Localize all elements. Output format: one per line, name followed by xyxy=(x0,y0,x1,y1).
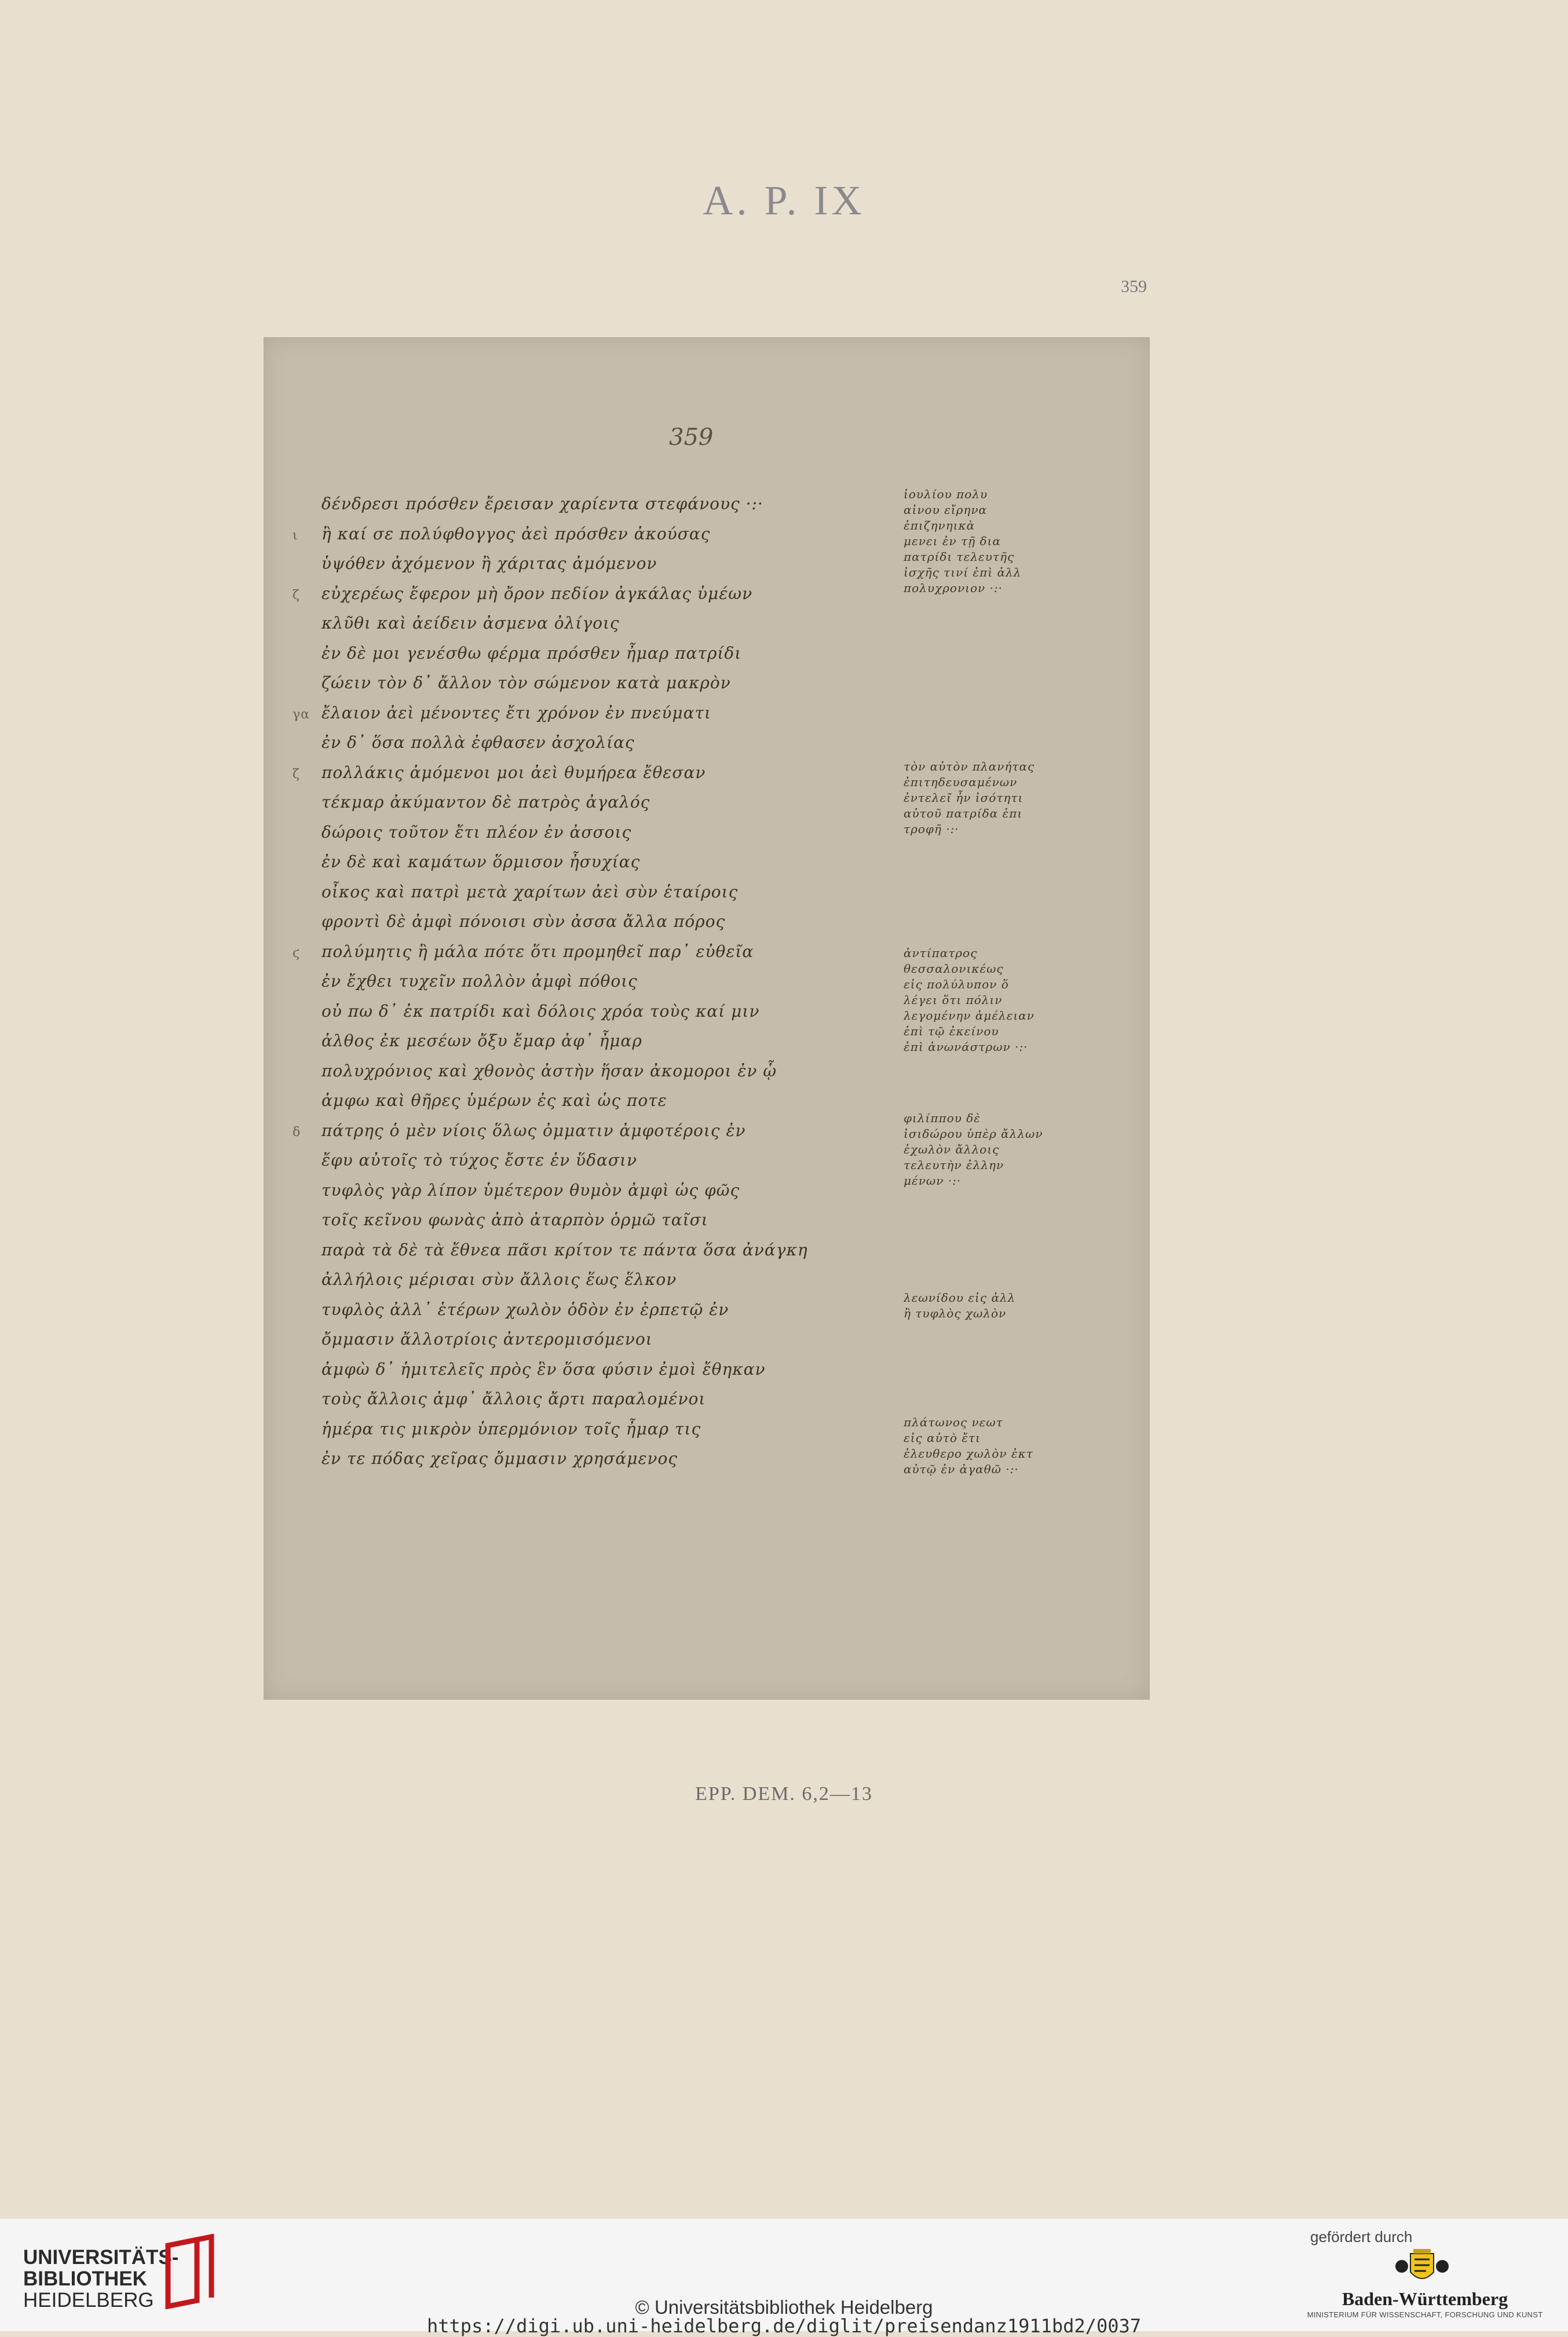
margin-mark: δ xyxy=(293,1124,301,1140)
manuscript-line xyxy=(293,1414,878,1444)
manuscript-line-text: ἐν ἔχθει τυχεῖν πολλὸν ἀμφὶ πόθοις xyxy=(321,972,638,991)
manuscript-line xyxy=(293,728,878,758)
manuscript-line xyxy=(293,608,878,638)
manuscript-line xyxy=(293,1384,878,1414)
manuscript-line-text: κλῦθι καὶ ἀείδειν ἀσμενα ὀλίγοις xyxy=(321,614,620,633)
manuscript-line xyxy=(293,668,878,698)
marginal-note-line: αὐτῷ ἐν ἀγαθῶ ·:· xyxy=(904,1462,1019,1476)
manuscript-line-text: ἀλθος ἐκ μεσέων ὄξυ ἔμαρ ἀφ᾽ ἦμαρ xyxy=(321,1031,642,1050)
manuscript-line xyxy=(293,549,878,579)
marginal-note-line: ἐπιζηνηικὰ xyxy=(904,518,975,532)
marginal-note-line: ἐπιτηδευσαμένων xyxy=(904,775,1018,789)
marginal-note-line: φιλίππου δὲ xyxy=(904,1111,981,1125)
manuscript-line-text: πολυχρόνιος καὶ χθονὸς ἀστὴν ἥσαν ἀκομοροι ἐν ᾧ xyxy=(321,1061,777,1080)
marginal-note-line: ἢ τυφλὸς χωλὸν xyxy=(904,1306,1007,1320)
margin-mark: γα xyxy=(293,707,310,722)
manuscript-line xyxy=(293,1145,878,1175)
marginal-note-line: αἰνου εἴρηνα xyxy=(904,503,988,517)
main-text-column xyxy=(293,489,878,1474)
marginal-note-line: εἰς πολύλυπον ὅ xyxy=(904,977,1009,991)
manuscript-line-text: ζώειν τὸν δ᾽ ἄλλον τὸν σώμενον κατὰ μακρὸν xyxy=(321,673,731,692)
marginal-note xyxy=(904,945,1112,1055)
marginal-note xyxy=(904,1111,1112,1189)
marginal-note-line: λέγει ὅτι πόλιν xyxy=(904,993,1003,1007)
margin-mark: ϛ xyxy=(293,945,301,961)
manuscript-line xyxy=(293,907,878,937)
marginal-note xyxy=(904,759,1112,837)
library-name-line: BIBLIOTHEK xyxy=(23,2267,147,2290)
manuscript-line-text: ἐν τε πόδας χεῖρας ὄμμασιν χρησάμενος xyxy=(321,1449,678,1468)
manuscript-line-text: ἐν δ᾽ ὅσα πολλὰ ἐφθασεν ἀσχολίας xyxy=(321,733,635,752)
library-name-line: UNIVERSITÄTS- xyxy=(23,2246,179,2269)
coat-of-arms-icon[interactable] xyxy=(1390,2249,1454,2289)
manuscript-line xyxy=(293,1056,878,1086)
manuscript-line xyxy=(293,1295,878,1325)
marginal-note-line: θεσσαλονικέως xyxy=(904,962,1004,976)
marginal-note-line: λεωνίδου εἰς ἀλλ xyxy=(904,1291,1016,1305)
manuscript-line xyxy=(293,489,878,519)
manuscript-line-text: ἢ καί σε πολύφθογγος ἀεὶ πρόσθεν ἀκούσας xyxy=(321,524,711,543)
manuscript-line-text: ἀμφω καὶ θῆρες ὑμέρων ἐς καὶ ὡς ποτε xyxy=(321,1091,667,1110)
manuscript-line-text: οὐ πω δ᾽ ἐκ πατρίδι καὶ δόλοις χρόα τοὺς καί μιν xyxy=(321,1001,760,1021)
manuscript-line xyxy=(293,1116,878,1146)
marginal-note-line: τροφῆ ·:· xyxy=(904,822,959,836)
marginal-note-line: μένων ·:· xyxy=(904,1174,962,1188)
manuscript-line-text: ἐν δὲ μοι γενέσθω φέρμα πρόσθεν ἦμαρ πατρίδι xyxy=(321,643,742,663)
marginal-note-line: πατρίδι τελευτῆς xyxy=(904,550,1015,564)
manuscript-line-text: παρὰ τὰ δὲ τὰ ἔθνεα πᾶσι κρίτον τε πάντα ὅσα ἀνάγκη xyxy=(321,1240,808,1259)
marginal-note xyxy=(904,487,1112,596)
marginal-note-line: μενει ἐν τῇ δια xyxy=(904,534,1001,548)
copyright-notice: © Universitätsbibliothek Heidelberg xyxy=(635,2296,933,2318)
library-name-line: HEIDELBERG xyxy=(23,2289,154,2312)
funder-name[interactable]: Baden-Württemberg xyxy=(1342,2288,1508,2309)
manuscript-line-text: εὐχερέως ἔφερον μὴ ὄρον πεδίον ἀγκάλας ὑμέων xyxy=(321,583,753,603)
marginal-note-line: αὐτοῦ πατρίδα ἐπι xyxy=(904,806,1023,820)
marginal-note xyxy=(904,1415,1112,1477)
manuscript-line xyxy=(293,996,878,1027)
plate-page-number: 359 xyxy=(1121,277,1147,296)
manuscript-line-text: πολλάκις ἀμόμενοι μοι ἀεὶ θυμήρεα ἔθεσαν xyxy=(321,762,706,782)
folio-number: 359 xyxy=(669,424,714,451)
manuscript-line xyxy=(293,817,878,848)
manuscript-line xyxy=(293,877,878,907)
marginal-note-line: ἀντίπατρος xyxy=(904,946,978,960)
marginal-note-line: τελευτὴν ἐλλην xyxy=(904,1158,1004,1172)
permalink[interactable]: https://digi.ub.uni-heidelberg.de/diglit/preisendanz1911bd2/0037 xyxy=(427,2315,1141,2337)
funded-by-label: gefördert durch xyxy=(1310,2228,1413,2245)
manuscript-line-text: ἀμφὼ δ᾽ ἡμιτελεῖς πρὸς ἓν ὅσα φύσιν ἐμοὶ ἔθηκαν xyxy=(321,1359,766,1379)
plate-caption: EPP. DEM. 6,2—13 xyxy=(695,1783,873,1805)
marginal-note-line: ἐχωλὸν ἄλλοις xyxy=(904,1142,1000,1156)
marginal-note-line: ἰσιδώρου ὑπὲρ ἄλλων xyxy=(904,1127,1043,1141)
manuscript-line-text: οἶκος καὶ πατρὶ μετὰ χαρίτων ἀεὶ σὺν ἑταίροις xyxy=(321,882,739,901)
marginal-note-line: ἰσχῆς τινί ἐπὶ ἀλλ xyxy=(904,565,1022,579)
manuscript-line xyxy=(293,758,878,788)
manuscript-line-text: τοῖς κεῖνου φωνὰς ἀπὸ ἀταρπὸν ὁρμῶ ταῖσι xyxy=(321,1210,708,1229)
manuscript-line xyxy=(293,1205,878,1235)
manuscript-line-text: ἀλλήλοις μέρισαι σὺν ἄλλοις ἕως ἕλκον xyxy=(321,1270,677,1289)
plate-title: A. P. IX xyxy=(703,177,865,224)
manuscript-line-text: πάτρης ὁ μὲν νίοις ὅλως ὀμματιν ἀμφοτέροις ἐν xyxy=(321,1120,746,1140)
manuscript-line xyxy=(293,1265,878,1295)
marginal-note-line: πλάτωνος νεωτ xyxy=(904,1415,1003,1429)
manuscript-line-text: ἐν δὲ καὶ καμάτων ὅρμισον ἦσυχίας xyxy=(321,852,641,871)
manuscript-line xyxy=(293,1354,878,1385)
manuscript-line-text: τέκμαρ ἀκύμαντον δὲ πατρὸς ἀγαλός xyxy=(321,793,650,812)
funder-ministry: MINISTERIUM FÜR WISSENSCHAFT, FORSCHUNG UND KUNST xyxy=(1307,2310,1543,2319)
manuscript-line xyxy=(293,787,878,817)
manuscript-line-text: τυφλὸς γὰρ λίπον ὑμέτερον θυμὸν ἀμφὶ ὡς φῶς xyxy=(321,1180,740,1200)
margin-mark: ζ xyxy=(293,766,300,782)
marginal-note-line: τὸν αὐτὸν πλανήτας xyxy=(904,759,1035,773)
manuscript-line-text: ἔλαιον ἀεὶ μένοντες ἔτι χρόνον ἐν πνεύματι xyxy=(321,703,711,722)
marginal-note-line: ἐπὶ τῷ ἐκείνου xyxy=(904,1024,999,1038)
manuscript-line-text: πολύμητις ἢ μάλα πότε ὅτι προμηθεῖ παρ᾽ εὐθεῖα xyxy=(321,941,754,961)
manuscript-line xyxy=(293,698,878,728)
manuscript-line-text: τυφλὸς ἀλλ᾽ ἑτέρων χωλὸν ὁδὸν ἐν ἑρπετῷ ἐν xyxy=(321,1299,729,1319)
manuscript-line xyxy=(293,1324,878,1354)
manuscript-line-text: ὄμμασιν ἄλλοτρίοις ἀντερομισόμενοι xyxy=(321,1330,653,1349)
marginal-note-line: ἐπὶ ἀνωνάστρων ·:· xyxy=(904,1040,1028,1054)
manuscript-line xyxy=(293,966,878,996)
manuscript-leaf xyxy=(264,337,1150,1700)
marginal-note-line: εἰς αὐτὸ ἔτι xyxy=(904,1431,981,1445)
marginal-note-line: λεγομένην ἀμέλειαν xyxy=(904,1009,1035,1023)
manuscript-line-text: τοὺς ἄλλοις ἀμφ᾽ ἄλλοις ἄρτι παραλομένοι xyxy=(321,1389,706,1408)
marginal-note-line: ἐλευθερο χωλὸν ἐκτ xyxy=(904,1447,1033,1460)
manuscript-line xyxy=(293,937,878,967)
manuscript-line xyxy=(293,638,878,669)
manuscript-line-text: δένδρεσι πρόσθεν ἔρεισαν χαρίεντα στεφάνους ·:· xyxy=(321,494,763,513)
marginal-note-line: ἰουλίου πολυ xyxy=(904,487,988,501)
margin-mark: ζ xyxy=(293,587,300,602)
manuscript-line xyxy=(293,1235,878,1265)
manuscript-line-text: φροντὶ δὲ ἀμφὶ πόνοισι σὺν ἀσσα ἄλλα πόρος xyxy=(321,912,726,931)
manuscript-line xyxy=(293,579,878,609)
manuscript-line xyxy=(293,1175,878,1206)
marginal-note-line: πολυχρονιον ·:· xyxy=(904,581,1003,595)
manuscript-line xyxy=(293,1086,878,1116)
manuscript-line xyxy=(293,1444,878,1474)
manuscript-line-text: ὑψόθεν ἀχόμενον ἢ χάριτας ἀμόμενον xyxy=(321,554,657,573)
viewer-footer xyxy=(0,2219,1568,2337)
marginal-note xyxy=(904,1290,1112,1321)
manuscript-line xyxy=(293,1026,878,1056)
manuscript-line xyxy=(293,847,878,877)
margin-mark: ι xyxy=(293,528,298,543)
manuscript-line xyxy=(293,519,878,549)
manuscript-line-text: ἡμέρα τις μικρὸν ὑπερμόνιον τοῖς ἦμαρ τις xyxy=(321,1419,701,1438)
manuscript-line-text: δώροις τοῦτον ἔτι πλέον ἐν ἀσσοις xyxy=(321,822,632,842)
marginal-note-line: ἐντελεῖ ἦν ἰσότητι xyxy=(904,791,1024,805)
manuscript-line-text: ἔφυ αὐτοῖς τὸ τύχος ἔστε ἐν ὕδασιν xyxy=(321,1151,637,1170)
